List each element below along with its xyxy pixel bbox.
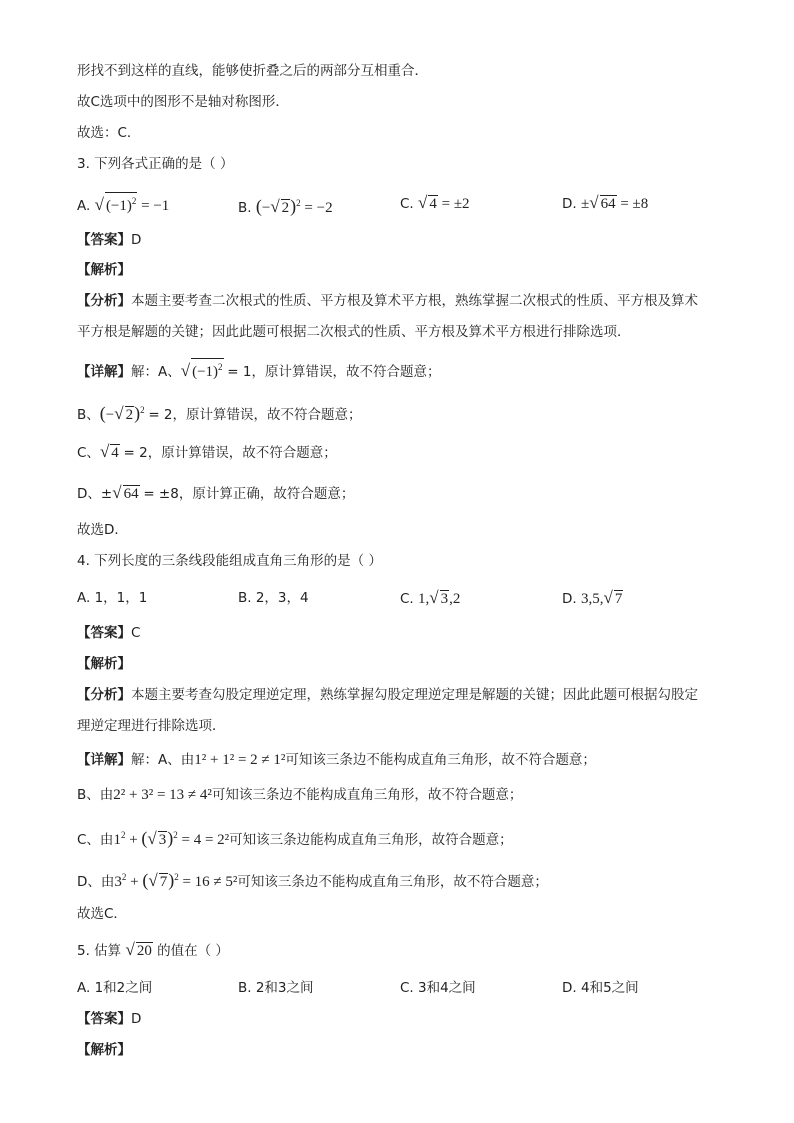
question-stem (77, 939, 229, 962)
question-stem: 3. 下列各式正确的是（ ） (77, 156, 234, 172)
option-label: C. (400, 196, 414, 212)
option-b: B. 2和3之间 (238, 980, 314, 996)
math-expr: √ 64 (112, 483, 139, 502)
answer-tag: 【答案】 (77, 1011, 131, 1027)
math-expr: ±√ 64 = ±8 (580, 193, 649, 212)
math-eq: = 4 = 2² (181, 832, 230, 848)
math-expr: 1,√ 3,2 (418, 588, 461, 607)
option-d (562, 587, 623, 610)
detail-line-c (77, 824, 513, 851)
math-expr: √ 4 (99, 442, 119, 461)
detail-pre: 解：A、 (131, 364, 181, 380)
fenxi-text: 本题主要考查勾股定理逆定理，熟练掌握勾股定理逆定理是解题的关键；因此此题可根据勾股定 (131, 687, 698, 703)
conclusion: 故选D． (77, 522, 128, 538)
option-label: A. (77, 198, 91, 214)
math-part: 3,5, (580, 591, 604, 607)
conclusion: 故选C． (77, 906, 127, 922)
analysis-tag: 【解析】 (77, 262, 131, 278)
math-expr: √ $(-1)^2$ (181, 364, 228, 380)
math-expr: (−√ 2)$^2$ = −2 (255, 196, 333, 216)
math-expr: 3,5,√ 7 (580, 588, 623, 607)
answer-tag: 【答案】 (77, 232, 131, 248)
math-part: 1, (418, 591, 430, 607)
option-b: B. 2，3，4 (238, 590, 309, 606)
option-c (400, 192, 470, 215)
detail-post: 可知该三条边不能构成直角三角形，故不符合题意； (237, 874, 548, 890)
fenxi-line: 理逆定理进行排除选项． (77, 718, 226, 734)
analysis-tag: 【解析】 (77, 656, 131, 672)
math-expr: 2² + 3² = 13 ≠ 4² (113, 787, 212, 803)
math-expr: √ 20 (125, 940, 152, 959)
answer-value: C (131, 625, 141, 641)
math-eq: = −1 (141, 198, 170, 214)
detail-pre: 解：A、由 (131, 752, 195, 768)
math-expr: $3^2$ + (√ 7)$^2$ = 16 ≠ 5² (114, 870, 238, 890)
detail-post: 可知该三条边能构成直角三角形，故符合题意； (229, 832, 513, 848)
detail-pre: D、由 (77, 874, 115, 890)
fenxi-text: 本题主要考查二次根式的性质、平方根及算术平方根，熟练掌握二次根式的性质、平方根及算术 (131, 293, 698, 309)
detail-line-a (77, 749, 596, 771)
detail-post: = 1，原计算错误，故不符合题意； (227, 364, 441, 380)
math-eq: = ±2 (441, 196, 470, 212)
detail-line-c (77, 441, 337, 464)
xiangjie-tag: 【详解】 (77, 364, 131, 380)
fenxi-line (77, 290, 698, 312)
math-expr: $1^2$ + (√ 3)$^2$ = 4 = 2² (113, 828, 230, 848)
option-d (562, 192, 648, 215)
detail-pre: C、 (77, 445, 100, 461)
question-stem: 4. 下列长度的三条线段能组成直角三角形的是（ ） (77, 553, 382, 569)
option-c: C. 3和4之间 (400, 980, 476, 996)
detail-pre: C、由 (77, 832, 114, 848)
answer-line (77, 1008, 141, 1030)
math-expr: √ $(-1)^2 = -1$ (95, 198, 170, 214)
option-d: D. 4和5之间 (562, 980, 639, 996)
fenxi-tag: 【分析】 (77, 687, 131, 703)
option-a (77, 192, 169, 217)
detail-line-b (77, 399, 362, 426)
detail-post: 可知该三条边不能构成直角三角形，故不符合题意； (285, 752, 596, 768)
detail-pre: D、± (77, 486, 113, 502)
text-line: 形找不到这样的直线，能够使折叠之后的两部分互相重合． (77, 63, 428, 79)
detail-pre: B、 (77, 407, 100, 423)
answer-line (77, 229, 141, 251)
fenxi-line (77, 684, 698, 706)
fenxi-tag: 【分析】 (77, 293, 131, 309)
option-label: B. (238, 200, 252, 216)
option-label: D. (562, 591, 577, 607)
answer-line (77, 622, 140, 644)
answer-value: D (131, 232, 142, 248)
answer-tag: 【答案】 (77, 625, 131, 641)
detail-line-d (77, 866, 548, 893)
xiangjie-tag: 【详解】 (77, 752, 131, 768)
stem-post: 的值在（ ） (157, 943, 229, 959)
stem-pre: 5. 估算 (77, 943, 122, 959)
detail-post: = 2，原计算错误，故不符合题意； (123, 445, 337, 461)
math-part: ,2 (449, 591, 461, 607)
option-label: D. (562, 196, 577, 212)
answer-value: D (131, 1011, 142, 1027)
detail-post: = ±8，原计算正确，故符合题意； (143, 486, 355, 502)
detail-pre: B、由 (77, 787, 114, 803)
detail-post: 可知该三条边不能构成直角三角形，故不符合题意； (211, 787, 523, 803)
math-expr: √ 4 = ±2 (418, 193, 470, 212)
detail-line-a (77, 358, 441, 383)
fenxi-line: 平方根是解题的关键；因此此题可根据二次根式的性质、平方根及算术平方根进行排除选项． (77, 324, 631, 340)
math-expr: 1² + 1² = 2 ≠ 1² (194, 752, 286, 768)
option-a: A. 1和2之间 (77, 980, 153, 996)
option-b (238, 192, 333, 219)
option-label: C. (400, 591, 414, 607)
option-c (400, 587, 460, 610)
detail-line-d (77, 482, 354, 505)
detail-line-b (77, 784, 522, 806)
text-line: 故选：C． (77, 125, 141, 141)
analysis-tag: 【解析】 (77, 1042, 131, 1058)
math-eq: = ±8 (620, 196, 649, 212)
text-line: 故C选项中的图形不是轴对称图形． (77, 94, 289, 110)
detail-post: = 2，原计算错误，故不符合题意； (148, 407, 362, 423)
math-eq: = −2 (304, 200, 333, 216)
option-a: A. 1，1，1 (77, 590, 148, 606)
math-eq: = 16 ≠ 5² (182, 874, 238, 890)
math-expr: (−√ 2)$^2$ (99, 403, 145, 423)
